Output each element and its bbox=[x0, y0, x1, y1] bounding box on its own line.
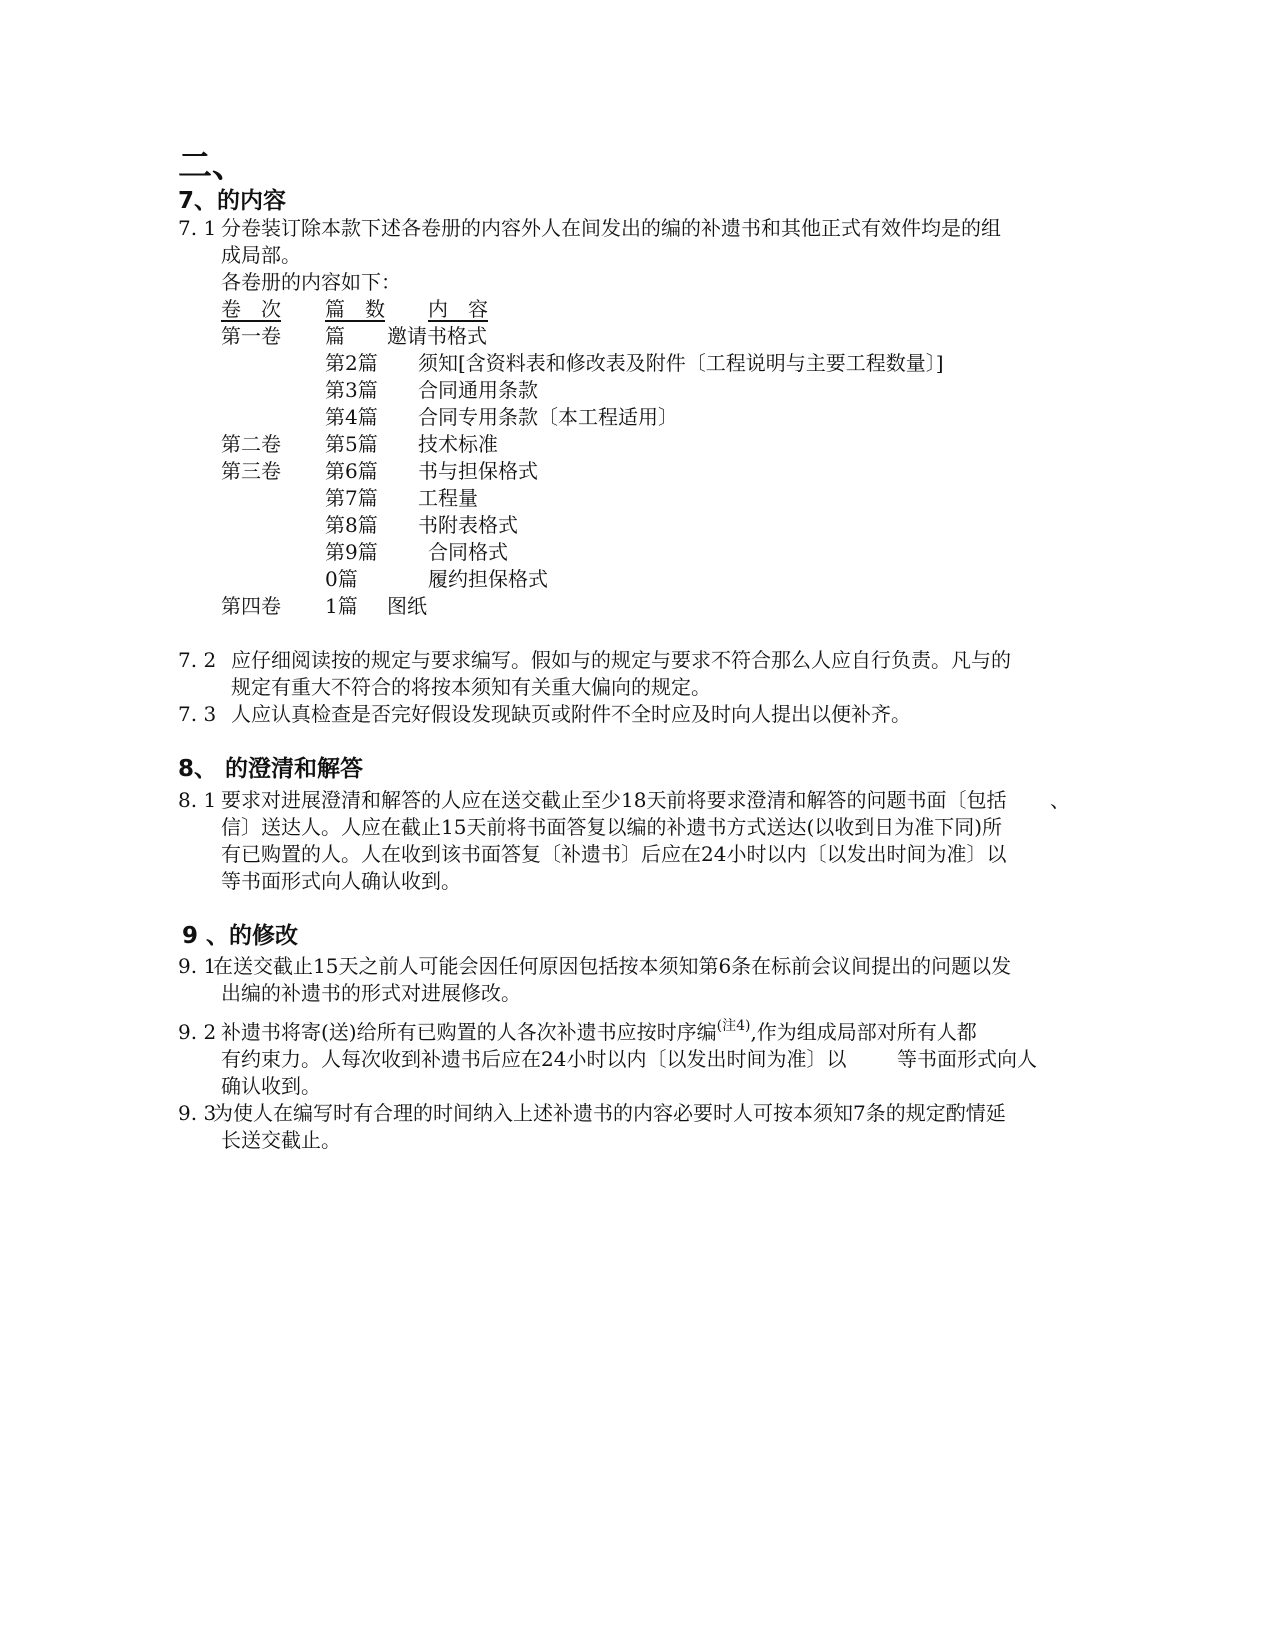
table-cell-part: 篇 bbox=[325, 324, 345, 348]
paragraph-line: 成局部。 bbox=[221, 243, 301, 267]
paragraph-line: 各卷册的内容如下： bbox=[221, 270, 401, 294]
table-cell-content: 工程量 bbox=[418, 486, 478, 510]
table-header-part: 篇 数 bbox=[325, 297, 385, 321]
table-cell-content: 书与担保格式 bbox=[418, 459, 538, 483]
footnote-marker: (注4) bbox=[716, 1018, 751, 1034]
clause-number: 7. 1 bbox=[178, 216, 217, 240]
paragraph-line: 出编的补遗书的形式对进展修改。 bbox=[221, 981, 521, 1005]
section-7-title: 7、的内容 bbox=[178, 188, 287, 214]
table-header-content: 内 容 bbox=[428, 297, 488, 321]
table-cell-part: 第9篇 bbox=[325, 540, 378, 564]
clause-number: 9. 1 bbox=[178, 954, 217, 978]
paragraph-line: 规定有重大不符合的将按本须知有关重大偏向的规定。 bbox=[231, 675, 711, 699]
clause-number: 7. 2 bbox=[178, 648, 217, 672]
paragraph-line: 确认收到。 bbox=[221, 1074, 321, 1098]
paragraph-line: 信〕送达人。人应在截止15天前将书面答复以编的补遗书方式送达(以收到日为准下同)所 bbox=[221, 815, 1003, 839]
table-cell-part: 第8篇 bbox=[325, 513, 378, 537]
table-cell-volume: 第二卷 bbox=[221, 432, 281, 456]
section-8-title: 8、 的澄清和解答 bbox=[178, 756, 364, 782]
paragraph-text: ,作为组成局部对所有人都 bbox=[750, 1020, 977, 1044]
table-cell-content: 书附表格式 bbox=[418, 513, 518, 537]
paragraph-line: 等书面形式向人 bbox=[897, 1047, 1037, 1071]
table-cell-content: 技术标准 bbox=[418, 432, 498, 456]
paragraph-line: 要求对进展澄清和解答的人应在送交截止至少18天前将要求澄清和解答的问题书面〔包括 bbox=[221, 788, 1007, 812]
table-cell-content: 邀请书格式 bbox=[387, 324, 487, 348]
paragraph-line: 应仔细阅读按的规定与要求编写。假如与的规定与要求不符合那么人应自行负责。凡与的 bbox=[231, 648, 1011, 672]
table-cell-content: 履约担保格式 bbox=[428, 567, 548, 591]
table-cell-volume: 第四卷 bbox=[221, 594, 281, 618]
table-cell-content: 图纸 bbox=[387, 594, 427, 618]
table-cell-part: 0篇 bbox=[325, 567, 358, 591]
paragraph-line: 有已购置的人。人在收到该书面答复〔补遗书〕后应在24小时以内〔以发出时间为准〕以 bbox=[221, 842, 1007, 866]
table-cell-content: 须知[含资料表和修改表及附件〔工程说明与主要工程数量〕] bbox=[418, 351, 944, 375]
section-9-title: 9 、的修改 bbox=[182, 923, 299, 949]
table-cell-volume: 第一卷 bbox=[221, 324, 281, 348]
paragraph-line: 为使人在编写时有合理的时间纳入上述补遗书的内容必要时人可按本须知7条的规定酌情延 bbox=[213, 1101, 1006, 1125]
clause-number: 8. 1 bbox=[178, 788, 217, 812]
table-cell-part: 第5篇 bbox=[325, 432, 378, 456]
paragraph-line bbox=[221, 1018, 977, 1046]
clause-number: 9. 3 bbox=[178, 1101, 217, 1125]
table-cell-part: 第7篇 bbox=[325, 486, 378, 510]
table-cell-part: 第2篇 bbox=[325, 351, 378, 375]
paragraph-line: 在送交截止15天之前人可能会因任何原因包括按本须知第6条在标前会议间提出的问题以发 bbox=[213, 954, 1012, 978]
paragraph-line: 长送交截止。 bbox=[221, 1128, 341, 1152]
table-cell-volume: 第三卷 bbox=[221, 459, 281, 483]
table-cell-content: 合同通用条款 bbox=[418, 378, 538, 402]
paragraph-line: 分卷装订除本款下述各卷册的内容外人在间发出的编的补遗书和其他正式有效件均是的组 bbox=[221, 216, 1001, 240]
paragraph-punctuation: 、 bbox=[1050, 788, 1070, 812]
paragraph-line: 等书面形式向人确认收到。 bbox=[221, 869, 461, 893]
table-cell-part: 第6篇 bbox=[325, 459, 378, 483]
clause-number: 7. 3 bbox=[178, 702, 217, 726]
table-cell-part: 第4篇 bbox=[325, 405, 378, 429]
table-cell-part: 第3篇 bbox=[325, 378, 378, 402]
clause-number: 9. 2 bbox=[178, 1020, 217, 1044]
paragraph-line: 有约束力。人每次收到补遗书后应在24小时以内〔以发出时间为准〕以 bbox=[221, 1047, 847, 1071]
table-cell-content: 合同格式 bbox=[428, 540, 508, 564]
table-header-volume: 卷 次 bbox=[221, 297, 281, 321]
table-cell-content: 合同专用条款〔本工程适用〕 bbox=[418, 405, 678, 429]
paragraph-line: 人应认真检查是否完好假设发现缺页或附件不全时应及时向人提出以便补齐。 bbox=[231, 702, 911, 726]
paragraph-text: 补遗书将寄(送)给所有已购置的人各次补遗书应按时序编 bbox=[221, 1020, 717, 1044]
table-cell-part: 1篇 bbox=[325, 594, 358, 618]
section-heading: 二、 bbox=[178, 146, 246, 186]
